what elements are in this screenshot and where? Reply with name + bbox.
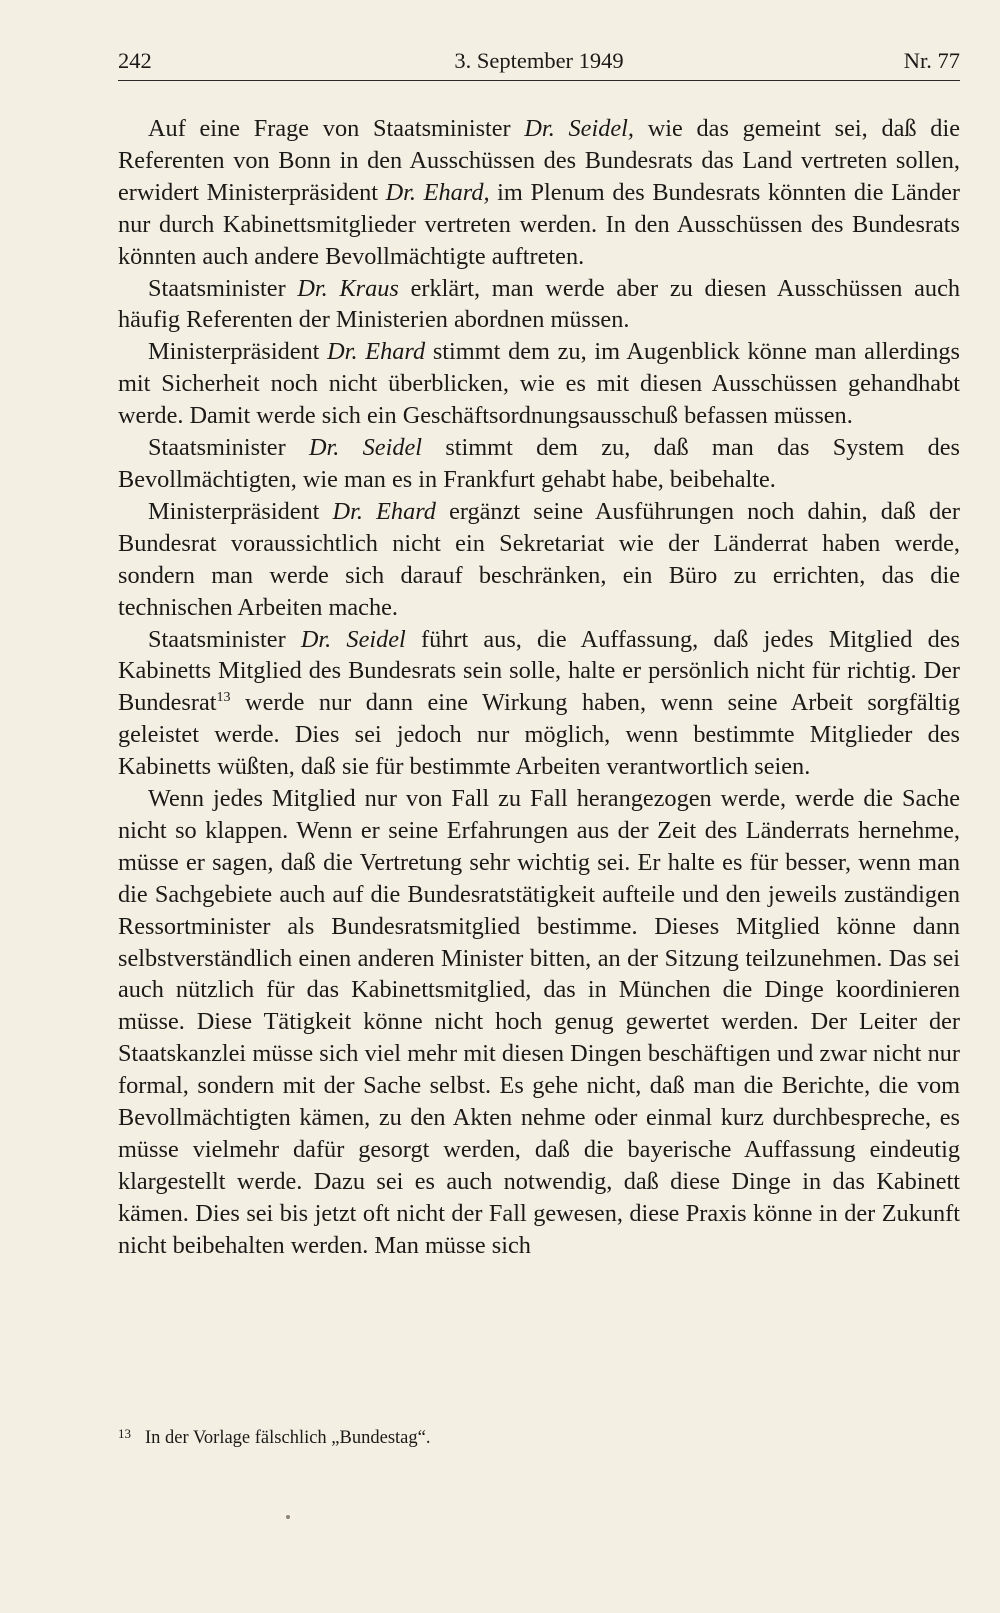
person-name: Ehard, <box>423 178 490 206</box>
text-run: Auf eine Frage von Staatsminister <box>148 115 525 142</box>
title-dr: Dr. <box>300 625 347 653</box>
person-name: Ehard <box>365 338 426 366</box>
body-text <box>118 113 960 1262</box>
text-run: Staatsminister <box>148 434 309 462</box>
title-dr: Dr. <box>308 434 363 462</box>
text-run: erklärt, man werde aber zu diesen Ausschüssen auch häufig Referenten der Ministerien abordnen müssen. <box>118 274 960 334</box>
text-run: im Plenum des Bundesrats könnten die Länder nur durch Kabinettsmitglieder vertreten werden. In den Ausschüssen des Bundesrats könnten auch andere Bevollmächtigte auftreten. <box>118 178 960 270</box>
title-dr: Dr. <box>332 497 377 525</box>
running-header <box>118 46 960 84</box>
text-run: Ministerpräsident <box>148 497 333 525</box>
paragraph-1 <box>118 113 960 273</box>
paragraph-5 <box>118 496 960 624</box>
title-dr: Dr. <box>327 338 366 366</box>
footnote <box>118 1422 960 1450</box>
title-dr: Dr. <box>297 274 340 302</box>
paper-speck <box>286 1515 290 1519</box>
text-run: Staatsminister <box>148 625 301 653</box>
text-run: Staatsminister <box>148 274 298 302</box>
text-run: führt aus, die Auffassung, daß jedes Mitglied des Kabinetts Mitglied des Bundesrats sein solle, halte er persönlich nicht für richtig. Der Bundesrat <box>118 625 960 717</box>
header-rule <box>118 80 960 81</box>
text-run: werde nur dann eine Wirkung haben, wenn seine Arbeit sorgfältig geleistet werde. Dies sei jedoch nur möglich, wenn bestimmte Mitglieder des Kabinetts wüßten, daß sie für bestimmte Arbeiten verantwortlich seien. <box>118 689 960 781</box>
text-run: Ministerpräsident <box>148 338 328 366</box>
footnote-text: In der Vorlage fälschlich „Bundestag“. <box>145 1428 431 1448</box>
text-run: stimmt dem zu, im Augenblick könne man allerdings mit Sicherheit noch nicht überblicken, wie es mit diesen Ausschüssen gehandhabt werde. Damit werde sich ein Geschäftsordnungsausschuß befassen müssen. <box>118 338 960 430</box>
title-dr: Dr. <box>524 115 569 142</box>
person-name: Kraus <box>339 274 399 302</box>
person-name: Seidel <box>346 625 406 653</box>
page-number: 242 <box>118 48 152 73</box>
paragraph-3 <box>118 336 960 432</box>
person-name: Seidel <box>362 434 423 462</box>
issue-number: Nr. 77 <box>903 48 960 73</box>
paragraph-2 <box>118 273 960 337</box>
text-run: wie das gemeint sei, daß die Referenten von Bonn in den Ausschüssen des Bundesrats das Land vertreten sollen, erwidert Ministerpräsident <box>118 115 960 206</box>
header-date: 3. September 1949 <box>454 48 624 73</box>
text-run: stimmt dem zu, daß man das System des Bevollmächtigten, wie man es in Frankfurt gehabt habe, beibehalte. <box>118 434 960 493</box>
person-name: Ehard <box>376 497 436 525</box>
footnote-reference[interactable]: 13 <box>216 690 231 706</box>
text-run: ergänzt seine Ausführungen noch dahin, daß der Bundesrat voraussichtlich nicht ein Sekretariat wie der Länderrat haben werde, sondern man werde sich darauf beschränken, ein Büro zu errichten, das die technischen Arbeiten mache. <box>118 497 960 621</box>
person-name: Seidel, <box>568 115 634 142</box>
paragraph-7: Wenn jedes Mitglied nur von Fall zu Fall herangezogen werde, werde die Sache nicht so klappen. Wenn er seine Erfahrungen aus der Zeit des Länderrats hernehme, müsse er sagen, daß die Vertretung sehr wichtig sei. Er halte es für besser, wenn man die Sachgebiete auch auf die Bundesratstätigkeit aufteile und den jeweils zuständigen Ressortminister als Bundesratsmitglied bestimme. Dieses Mitglied könne dann selbstverständlich einen anderen Minister bitten, an der Sitzung teilzunehmen. Das sei auch nützlich für das Kabinettsmitglied, das in München die Dinge koordinieren müsse. Diese Tätigkeit könne nicht hoch genug gewertet werden. Der Leiter der Staatskanzlei müsse sich viel mehr mit diesen Dingen beschäftigen und zwar nicht nur formal, sondern mit der Sache selbst. Es gehe nicht, daß man die Berichte, die vom Bevollmächtigten kämen, zu den Akten nehme oder einmal kurz durchbespreche, es müsse vielmehr dafür gesorgt werden, daß die bayerische Auffassung eindeutig klargestellt werde. Dazu sei es auch notwendig, daß diese Dinge in das Kabinett kämen. Dies sei bis jetzt oft nicht der Fall gewesen, diese Praxis könne in der Zukunft nicht beibehalten werden. Man müsse sich <box>118 785 960 1259</box>
paragraph-6 <box>118 624 960 784</box>
title-dr: Dr. <box>385 178 424 206</box>
paragraph-4 <box>118 432 960 496</box>
footnote-number: 13 <box>118 1426 131 1441</box>
